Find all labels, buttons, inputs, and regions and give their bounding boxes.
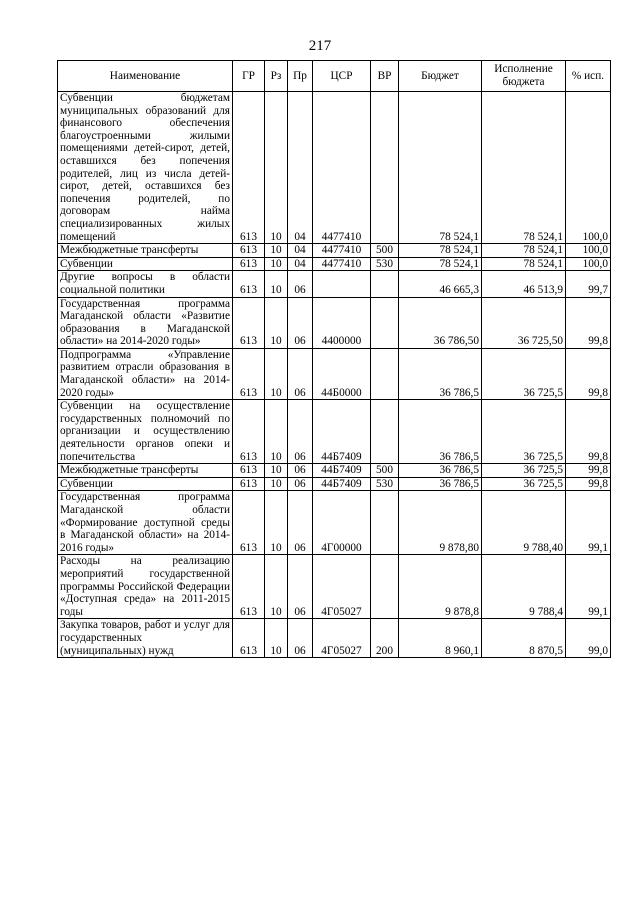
row-name: Субвенции бюджетам муниципальных образований для финансового обеспечения благоустроенными жилыми помещениями детей-сирот, детей, оставшихся без попечения родителей, лиц из числа детей-сирот, детей, оставшихся без попечения родителей, по договорам найма специализированных жилых помещений: [58, 92, 233, 244]
row-gr: 613: [233, 348, 265, 399]
header-csr: ЦСР: [313, 61, 371, 92]
row-pr: 06: [288, 619, 313, 658]
row-rz: 10: [265, 619, 288, 658]
row-execution: 9 788,4: [482, 555, 566, 619]
row-budget: 46 665,3: [399, 271, 482, 297]
row-percent: 100,0: [566, 244, 611, 258]
row-csr: 4Г00000: [313, 491, 371, 555]
row-budget: 9 878,80: [399, 491, 482, 555]
row-gr: 613: [233, 92, 265, 244]
row-execution: 9 788,40: [482, 491, 566, 555]
table-header-row: [58, 61, 611, 92]
row-rz: 10: [265, 400, 288, 464]
row-percent: 99,8: [566, 348, 611, 399]
row-budget: 36 786,5: [399, 348, 482, 399]
row-budget: 36 786,50: [399, 297, 482, 348]
row-name: Государственная программа Магаданской области «Развитие образования в Магаданской области» на 2014-2020 годы»: [58, 297, 233, 348]
row-gr: 613: [233, 464, 265, 478]
table-row: [58, 464, 611, 478]
row-name: Государственная программа Магаданской области «Формирование доступной среды в Магаданской области» на 2014-2016 годы»: [58, 491, 233, 555]
table-row: [58, 477, 611, 491]
row-rz: 10: [265, 464, 288, 478]
row-csr: 44Б7409: [313, 400, 371, 464]
row-rz: 10: [265, 244, 288, 258]
row-name: Другие вопросы в области социальной политики: [58, 271, 233, 297]
table-row: [58, 297, 611, 348]
row-csr: 4400000: [313, 297, 371, 348]
row-percent: 99,0: [566, 619, 611, 658]
budget-table: [57, 60, 611, 658]
table-row: [58, 92, 611, 244]
row-pr: 06: [288, 400, 313, 464]
row-csr: 44Б7409: [313, 464, 371, 478]
row-csr: 4477410: [313, 92, 371, 244]
row-csr: 44Б0000: [313, 348, 371, 399]
table-row: [58, 257, 611, 271]
row-csr: [313, 271, 371, 297]
row-percent: 99,1: [566, 555, 611, 619]
table-row: [58, 555, 611, 619]
row-gr: 613: [233, 271, 265, 297]
row-pr: 06: [288, 555, 313, 619]
row-budget: 78 524,1: [399, 257, 482, 271]
row-rz: 10: [265, 297, 288, 348]
row-percent: 99,8: [566, 477, 611, 491]
row-budget: 9 878,8: [399, 555, 482, 619]
row-vr: [371, 555, 399, 619]
row-pr: 04: [288, 92, 313, 244]
row-execution: 46 513,9: [482, 271, 566, 297]
row-vr: 200: [371, 619, 399, 658]
header-rz: Рз: [265, 61, 288, 92]
row-budget: 36 786,5: [399, 477, 482, 491]
row-vr: [371, 348, 399, 399]
row-vr: 530: [371, 477, 399, 491]
table-row: [58, 244, 611, 258]
row-pr: 06: [288, 477, 313, 491]
row-name: Межбюджетные трансферты: [58, 464, 233, 478]
row-vr: 530: [371, 257, 399, 271]
row-pr: 06: [288, 348, 313, 399]
row-vr: [371, 491, 399, 555]
row-rz: 10: [265, 257, 288, 271]
row-budget: 78 524,1: [399, 92, 482, 244]
row-execution: 78 524,1: [482, 257, 566, 271]
row-execution: 8 870,5: [482, 619, 566, 658]
row-execution: 36 725,5: [482, 348, 566, 399]
row-csr: 44Б7409: [313, 477, 371, 491]
row-execution: 78 524,1: [482, 92, 566, 244]
row-pr: 06: [288, 297, 313, 348]
row-rz: 10: [265, 348, 288, 399]
table-row: [58, 271, 611, 297]
row-rz: 10: [265, 271, 288, 297]
page-number: 217: [308, 38, 332, 54]
row-gr: 613: [233, 297, 265, 348]
table-row: [58, 619, 611, 658]
row-name: Закупка товаров, работ и услуг для государственных (муниципальных) нужд: [58, 619, 233, 658]
row-pr: 06: [288, 271, 313, 297]
row-budget: 78 524,1: [399, 244, 482, 258]
row-vr: [371, 400, 399, 464]
row-gr: 613: [233, 400, 265, 464]
header-name: Наименование: [58, 61, 233, 92]
row-csr: 4477410: [313, 244, 371, 258]
row-percent: 99,8: [566, 464, 611, 478]
row-pr: 04: [288, 244, 313, 258]
row-name: Субвенции: [58, 257, 233, 271]
row-budget: 8 960,1: [399, 619, 482, 658]
header-execution: Исполнение бюджета: [482, 61, 566, 92]
row-pr: 06: [288, 491, 313, 555]
row-name: Субвенции: [58, 477, 233, 491]
row-name: Расходы на реализацию мероприятий государственной программы Российской Федерации «Доступная среда» на 2011-2015 годы: [58, 555, 233, 619]
row-pr: 06: [288, 464, 313, 478]
row-vr: [371, 92, 399, 244]
row-execution: 78 524,1: [482, 244, 566, 258]
row-execution: 36 725,50: [482, 297, 566, 348]
table-row: [58, 400, 611, 464]
row-percent: 99,1: [566, 491, 611, 555]
row-name: Субвенции на осуществление государственных полномочий по организации и осуществлению деятельности органов опеки и попечительства: [58, 400, 233, 464]
row-budget: 36 786,5: [399, 400, 482, 464]
row-gr: 613: [233, 555, 265, 619]
row-execution: 36 725,5: [482, 464, 566, 478]
header-percent: % исп.: [566, 61, 611, 92]
row-execution: 36 725,5: [482, 400, 566, 464]
row-rz: 10: [265, 477, 288, 491]
row-name: Межбюджетные трансферты: [58, 244, 233, 258]
row-gr: 613: [233, 491, 265, 555]
row-gr: 613: [233, 619, 265, 658]
row-csr: 4Г05027: [313, 555, 371, 619]
row-gr: 613: [233, 477, 265, 491]
row-percent: 100,0: [566, 257, 611, 271]
row-percent: 99,7: [566, 271, 611, 297]
row-percent: 99,8: [566, 400, 611, 464]
row-vr: 500: [371, 464, 399, 478]
row-gr: 613: [233, 244, 265, 258]
row-pr: 04: [288, 257, 313, 271]
row-percent: 100,0: [566, 92, 611, 244]
table-row: [58, 491, 611, 555]
row-csr: 4477410: [313, 257, 371, 271]
row-execution: 36 725,5: [482, 477, 566, 491]
row-csr: 4Г05027: [313, 619, 371, 658]
row-gr: 613: [233, 257, 265, 271]
header-budget: Бюджет: [399, 61, 482, 92]
header-pr: Пр: [288, 61, 313, 92]
row-rz: 10: [265, 92, 288, 244]
row-vr: 500: [371, 244, 399, 258]
header-gr: ГР: [233, 61, 265, 92]
row-rz: 10: [265, 491, 288, 555]
row-name: Подпрограмма «Управление развитием отрасли образования в Магаданской области» на 2014-2020 годы»: [58, 348, 233, 399]
row-vr: [371, 297, 399, 348]
row-vr: [371, 271, 399, 297]
row-budget: 36 786,5: [399, 464, 482, 478]
table-row: [58, 348, 611, 399]
row-rz: 10: [265, 555, 288, 619]
row-percent: 99,8: [566, 297, 611, 348]
header-vr: ВР: [371, 61, 399, 92]
